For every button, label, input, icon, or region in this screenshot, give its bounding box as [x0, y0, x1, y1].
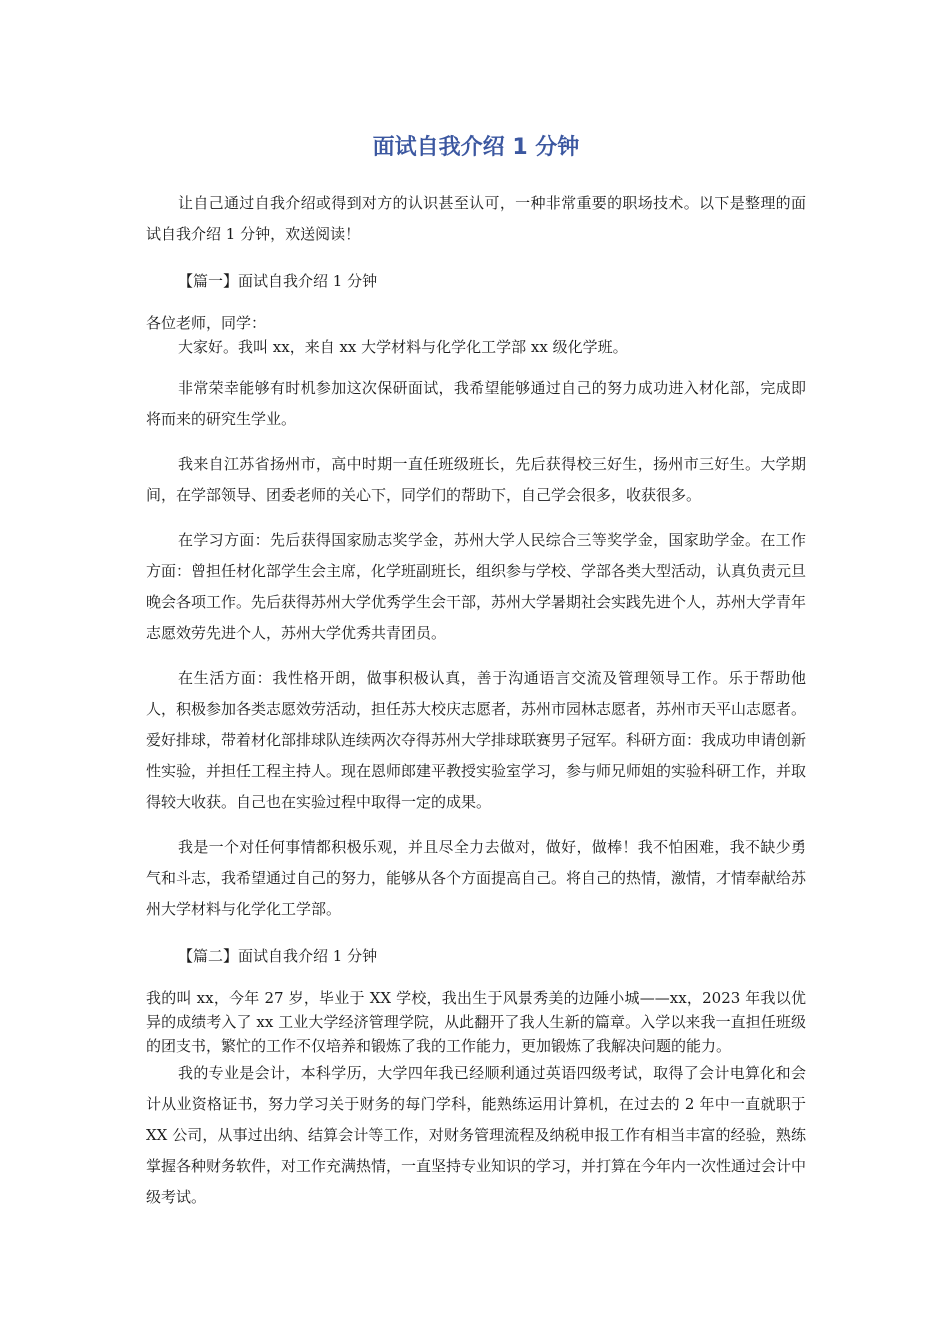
section2-heading: 【篇二】面试自我介绍 1 分钟 [178, 947, 378, 965]
section1-paragraph-background: 我来自江苏省扬州市，高中时期一直任班级班长，先后获得校三好生，扬州市三好生。大学期间，在学部领导、团委老师的关心下，同学们的帮助下，自己学会很多，收获很多。 [146, 455, 806, 504]
section1-paragraph-study-work: 在学习方面：先后获得国家励志奖学金，苏州大学人民综合三等奖学金，国家助学金。在工作方面：曾担任材化部学生会主席，化学班副班长，组织参与学校、学部各类大型活动，认真负责元旦晚会各项工作。先后获得苏州大学优秀学生会干部，苏州大学暑期社会实践先进个人，苏州大学青年志愿效劳先进个人，苏州大学优秀共青团员。 [146, 531, 807, 642]
document-page [146, 130, 806, 1213]
intro-paragraph: 让自己通过自我介绍或得到对方的认识甚至认可，一种非常重要的职场技术。以下是整理的面试自我介绍 1 分钟，欢送阅读！ [146, 194, 806, 243]
section1-paragraph-closing: 我是一个对任何事情都积极乐观，并且尽全力去做对，做好，做棒！我不怕困难，我不缺少勇气和斗志，我希望通过自己的努力，能够从各个方面提高自己。将自己的热情，激情，才情奉献给苏州大学材料与化学化工学部。 [146, 838, 807, 918]
section1-heading: 【篇一】面试自我介绍 1 分钟 [178, 272, 378, 290]
section1-paragraph-life-research: 在生活方面：我性格开朗，做事积极认真，善于沟通语言交流及管理领导工作。乐于帮助他人，积极参加各类志愿效劳活动，担任苏大校庆志愿者，苏州市园林志愿者，苏州市天平山志愿者。爱好排球，带着材化部排球队连续两次夺得苏州大学排球联赛男子冠军。科研方面：我成功申请创新性实验，并担任工程主持人。现在恩师郎建平教授实验室学习，参与师兄师姐的实验科研工作，并取得较大收获。自己也在实验过程中取得一定的成果。 [146, 669, 807, 811]
section1-salutation: 各位老师，同学： [146, 314, 267, 332]
section2-opening: 我的叫 xx，今年 27 岁，毕业于 XX 学校，我出生于风景秀美的边陲小城——xx，2023 年我以优异的成绩考入了 xx 工业大学经济管理学院，从此翻开了我人生新的篇章。入学以来我一直担任班级的团支书，繁忙的工作不仅培养和锻炼了我的工作能力，更加锻炼了我解决问题的能力。 [146, 989, 806, 1055]
section2-paragraph: 我的专业是会计，本科学历，大学四年我已经顺利通过英语四级考试，取得了会计电算化和会计从业资格证书，努力学习关于财务的每门学科，能熟练运用计算机，在过去的 2 年中一直就职于 XX 公司，从事过出纳、结算会计等工作，对财务管理流程及纳税申报工作有相当丰富的经验，熟练掌握各种财务软件，对工作充满热情，一直坚持专业知识的学习，并打算在今年内一次性通过会计中级考试。 [146, 1064, 807, 1206]
section1-paragraph-motivation: 非常荣幸能够有时机参加这次保研面试，我希望能够通过自己的努力成功进入材化部，完成即将而来的研究生学业。 [146, 379, 806, 428]
section1-paragraph-greeting: 大家好。我叫 xx，来自 xx 大学材料与化学化工学部 xx 级化学班。 [178, 338, 628, 356]
document-title: 面试自我介绍 1 分钟 [372, 135, 580, 160]
